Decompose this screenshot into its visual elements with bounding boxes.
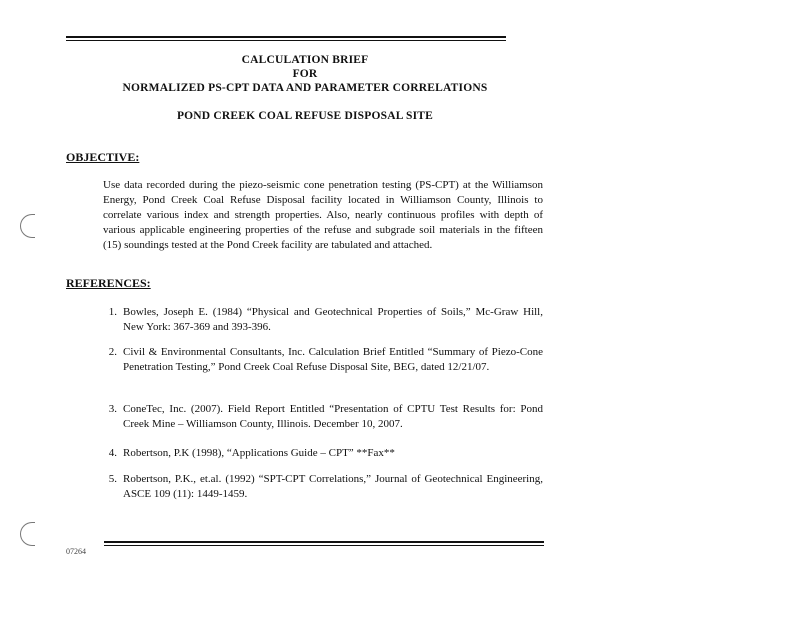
binder-hole-top: [20, 214, 35, 238]
reference-number: 4.: [108, 447, 117, 459]
references-heading: REFERENCES:: [66, 276, 151, 290]
footer-code: 07264: [66, 547, 86, 556]
reference-number: 3.: [108, 403, 117, 415]
reference-number: 2.: [108, 346, 117, 358]
reference-text: Bowles, Joseph E. (1984) “Physical and Geotechnical Properties of Soils,” Mc-Graw Hill, New York: 367-369 and 393-396.: [123, 306, 543, 333]
reference-text: Robertson, P.K., et.al. (1992) “SPT-CPT Correlations,” Journal of Geotechnical Engineering, ASCE 109 (11): 1449-1459.: [123, 473, 543, 500]
top-rule: [66, 36, 506, 38]
title-line-2: FOR: [292, 68, 318, 80]
objective-heading: OBJECTIVE:: [66, 150, 140, 164]
objective-text: Use data recorded during the piezo-seismic cone penetration testing (PS-CPT) at the Williamson Energy, Pond Creek Coal Refuse Disposal facility located in Williamson County, Illinois to correlate various index and strength properties. Also, nearly continuous profiles with depth of various applicable engineering properties of the refuse and subgrade soil materials in the fifteen (15) soundings tested at the Pond Creek facility are tabulated and attached.: [103, 179, 543, 251]
bottom-rule: [104, 541, 544, 543]
reference-number: 5.: [108, 473, 117, 485]
reference-text: Civil & Environmental Consultants, Inc. Calculation Brief Entitled “Summary of Piezo-Cone Penetration Testing,” Pond Creek Coal Refuse Disposal Site, BEG, dated 12/21/07.: [123, 346, 543, 373]
reference-text: ConeTec, Inc. (2007). Field Report Entitled “Presentation of CPTU Test Results for: Pond Creek Mine – Williamson County, Illinois. December 10, 2007.: [123, 403, 543, 430]
site-title: POND CREEK COAL REFUSE DISPOSAL SITE: [176, 110, 434, 122]
reference-number: 1.: [108, 306, 117, 318]
title-line-3: NORMALIZED PS-CPT DATA AND PARAMETER CORRELATIONS: [122, 82, 488, 94]
top-rule-thin: [66, 40, 506, 41]
binder-hole-bottom: [20, 522, 35, 546]
title-line-1: CALCULATION BRIEF: [241, 54, 369, 66]
reference-text: Robertson, P.K (1998), “Applications Guide – CPT” **Fax**: [123, 447, 395, 459]
bottom-rule-thin: [104, 545, 544, 546]
